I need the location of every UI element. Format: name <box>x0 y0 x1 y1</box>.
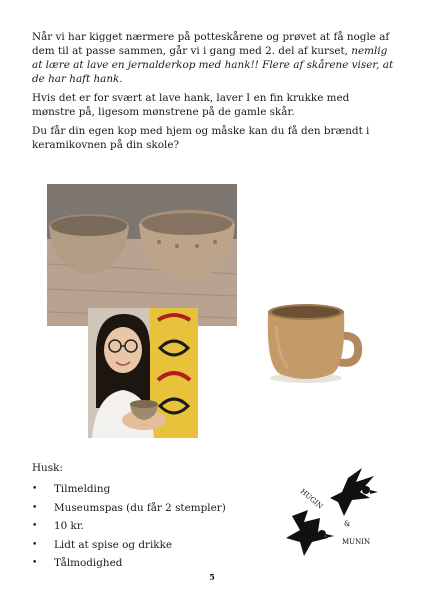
list-item <box>32 501 226 520</box>
logo-word-hugin: HUGIN <box>298 487 325 511</box>
intro-paragraph-1-text: Når vi har kigget nærmere på potteskårene og prøvet at få nogle af dem til at passe sammen, går vi i gang med 2. del af kurset, <box>32 31 390 57</box>
clay-bowls-photo <box>47 184 237 326</box>
intro-text <box>32 30 394 157</box>
hugin-munin-logo <box>278 458 388 568</box>
raven-icon <box>330 468 378 516</box>
intro-paragraph-3: Du får din egen kop med hjem og måske kan du få den brændt i keramikovnen på din skole? <box>32 125 370 151</box>
girl-with-cup-photo <box>88 308 198 438</box>
bullet-icon: • <box>32 521 38 531</box>
husk-list <box>32 482 226 575</box>
bullet-icon: • <box>32 502 38 513</box>
bullet-icon: • <box>32 539 38 550</box>
list-item <box>32 538 226 557</box>
intro-paragraph-1-italic: nemlig at lære at lave en jernalderkop med hank!! Flere af skårene viser, at de har haft hank. <box>32 45 394 85</box>
list-item <box>32 519 226 538</box>
clay-cup-photo <box>258 296 368 386</box>
list-item-text: Museumspas (du får 2 stempler) <box>54 501 226 514</box>
list-item-text: Lidt at spise og drikke <box>54 538 173 551</box>
husk-heading: Husk: <box>32 462 63 474</box>
page-number: 5 <box>209 572 215 582</box>
list-item-text: Tålmodighed <box>54 557 123 569</box>
raven-icon <box>286 510 334 556</box>
intro-paragraph-2: Hvis det er for svært at lave hank, laver I en fin krukke med mønstre på, ligesom mønstrene på de gamle skår. <box>32 92 350 118</box>
list-item-text: 10 kr. <box>54 520 84 532</box>
bullet-icon: • <box>32 558 38 568</box>
list-item <box>32 482 226 501</box>
intro-paragraph-1 <box>32 30 394 86</box>
list-item-text: Tilmelding <box>54 483 111 495</box>
logo-ampersand: & <box>344 520 351 528</box>
bullet-icon: • <box>32 484 38 494</box>
logo-word-munin: MUNIN <box>342 538 371 546</box>
